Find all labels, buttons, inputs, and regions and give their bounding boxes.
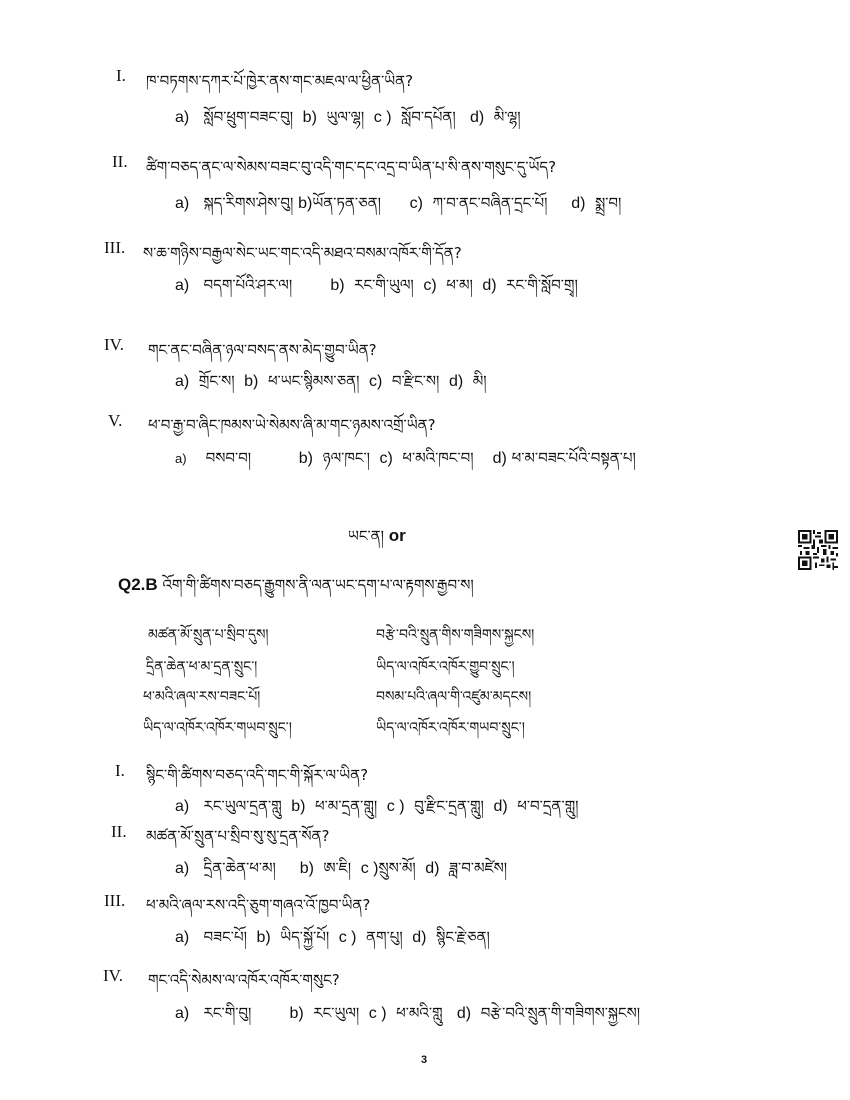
option-text: བསབ་བ། <box>205 449 252 467</box>
option-text: ཟླ་བ་མཛེས། <box>449 859 508 877</box>
option-text: སློབ་ཕྲུག་བཟང་བུ། <box>203 108 294 126</box>
option-text: མི་ལྷ། <box>493 108 521 126</box>
option-text: ཕ་མ། <box>446 276 473 294</box>
question-text: ཕ་མའི་ཞལ་རས་འདི་ཅུག་གཞའ་འོ་ཁྱབ་ཡིན? <box>146 896 371 914</box>
option-label: a) <box>175 451 187 466</box>
option-row <box>175 187 621 229</box>
or-separator <box>348 520 406 562</box>
option-row <box>175 997 640 1039</box>
question-number: I. <box>115 761 125 780</box>
option-label: d) <box>571 195 586 212</box>
question-number: I. <box>116 66 126 85</box>
option-row <box>175 442 636 484</box>
section-id: Q2.B <box>118 575 158 594</box>
question-number: II. <box>111 822 127 841</box>
option-label: c ) <box>368 1005 387 1022</box>
option-label: b) <box>289 1005 304 1022</box>
option-text: ཡོན་ཏན་ཅན། <box>312 194 381 212</box>
option-text: རང་གི་བུ། <box>203 1004 252 1022</box>
option-text: ཡུལ་ལྷ། <box>326 108 365 126</box>
option-text: སྨྲ་བ། <box>595 194 622 212</box>
question-text: མཚན་མོ་སྲུན་པ་སྲིབ་སུ་སུ་དྲན་སོན? <box>146 827 330 845</box>
question-number: III. <box>104 891 126 910</box>
section-heading <box>118 569 474 611</box>
option-label: b) <box>256 929 271 946</box>
option-label: b) <box>291 798 306 815</box>
option-row <box>175 921 490 963</box>
option-label: a) <box>175 1005 190 1022</box>
option-text: ཨ་ཇི། <box>323 859 352 877</box>
option-text: སྙིང་རྗེ་ཅན། <box>436 928 490 946</box>
option-row <box>175 852 507 894</box>
or-tibetan: ཡང་ན། <box>348 527 385 545</box>
option-text: ཕ་མའི་ཁང་བ། <box>402 449 474 467</box>
question-text: གང་འདི་སེམས་ལ་འཁོར་འཁོར་གསུང? <box>148 971 340 989</box>
poem-line: དྲིན་ཆེན་ཕ་མ་དྲན་སྲུང་། <box>146 659 258 675</box>
option-text: བུ་རྫིང་དྲན་གླུ། <box>414 797 484 815</box>
option-label: d) <box>448 373 464 390</box>
option-row <box>175 269 578 311</box>
option-text: ནག་པུ། <box>366 928 403 946</box>
option-label: c) <box>379 450 393 467</box>
question-number: II. <box>112 152 128 171</box>
option-label: a) <box>175 860 190 877</box>
option-label: b) <box>298 450 314 467</box>
page-number: 3 <box>421 1054 428 1066</box>
option-row <box>175 101 521 143</box>
option-label: b) <box>330 277 345 294</box>
option-label: c ) <box>373 109 392 126</box>
question-text: གང་ནང་བཞིན་ཉལ་བསད་ནས་མེད་གྱུབ་ཡིན? <box>148 341 377 359</box>
option-label: a) <box>175 277 190 294</box>
option-text: བདག་པོའི་ཤར་ལ། <box>203 276 293 294</box>
option-text: མི། <box>472 372 487 390</box>
option-text: ཕ་མ་དྲན་གླུ། <box>315 797 378 815</box>
poem-line: བསམ་པའི་ཞལ་གི་འཛུམ་མདངས། <box>376 689 532 705</box>
question-text: ས་ཆ་གཉིས་བརྒྱལ་སེང་ཡང་གང་འདི་མཐའ་བསམ་འཁོར་གི་དོན? <box>143 244 462 262</box>
poem-line: ཡིད་ལ་འཁོར་འཁོར་གཡབ་སྲུང་། <box>143 720 292 736</box>
question-text: སྙིང་གི་ཚིགས་བཅད་འདི་གང་གི་སྐོར་ལ་ཡིན? <box>146 766 369 784</box>
option-text: རང་གི་ཡུལ། <box>354 276 414 294</box>
question-number: IV. <box>104 335 124 354</box>
option-label: d) <box>482 277 497 294</box>
option-label: c ) <box>386 798 405 815</box>
qr-code <box>797 530 839 570</box>
option-text: ཕ་མ་བཟང་པོའི་བསྟན་པ། <box>511 449 636 467</box>
option-label: c ) <box>338 929 357 946</box>
option-label: c ) <box>360 860 379 877</box>
option-text: ཉལ་ཁང་། <box>322 449 370 467</box>
option-label: c) <box>369 373 383 390</box>
option-text: གྲོང་ས། <box>198 372 235 390</box>
option-text: ཕ་མའི་གླུ <box>396 1004 443 1022</box>
poem-line: མཚན་མོ་སྲུན་པ་སྲིབ་དུས། <box>148 627 269 643</box>
option-label: b) <box>299 860 314 877</box>
option-label: b) <box>298 195 313 212</box>
option-text: ཕ་ཡང་སྙིམས་ཅན། <box>267 372 360 390</box>
option-label: a) <box>175 109 190 126</box>
option-label: d) <box>492 450 507 467</box>
question-number: IV. <box>103 966 123 985</box>
option-text: དྲིན་ཆེན་ཕ་མ། <box>203 859 276 877</box>
poem-line: ཡིད་ལ་འཁོར་འཁོར་གྱུབ་སྲུང་། <box>376 659 515 675</box>
option-text: སྲུས་མོ། <box>378 859 416 877</box>
option-text: སློབ་དཔོན། <box>401 108 456 126</box>
option-row <box>175 365 487 407</box>
option-text: རང་ཡུལ། <box>313 1004 360 1022</box>
option-label: d) <box>412 929 427 946</box>
option-label: a) <box>175 798 190 815</box>
or-english: or <box>388 526 406 545</box>
poem-line: ཕ་མའི་ཞལ་རས་བཟང་པོ། <box>143 689 261 705</box>
option-label: d) <box>456 1005 472 1022</box>
option-text: སྐད་རིགས་ཤེས་བུ། <box>203 194 294 212</box>
option-text: བ་རྫིང་ས། <box>391 372 440 390</box>
question-text: ཚིག་བཅད་ནང་ལ་སེམས་བཟང་བུ་འདི་གང་དང་འདྲ་བ་ཡིན་པ་སི་ནས་གསུང་དུ་ཡོད? <box>146 158 557 176</box>
question-number: V. <box>108 411 123 430</box>
option-text: རང་གི་སློབ་གྲྭ། <box>506 276 578 294</box>
option-label: d) <box>469 109 485 126</box>
option-label: b) <box>244 373 259 390</box>
option-text: བརྩེ་བའི་སྲུན་གི་གཟིགས་སྐྱངས། <box>480 1004 641 1022</box>
option-text: ཕ་བ་དྲན་གླུ། <box>517 797 579 815</box>
option-label: d) <box>425 860 440 877</box>
option-label: a) <box>175 373 190 390</box>
option-text: ཀ་བ་ནང་བཞིན་དྲང་པོ། <box>432 194 548 212</box>
option-text: རང་ཡུལ་དྲན་གླུ <box>203 797 282 815</box>
option-label: c) <box>409 195 423 212</box>
question-text: ཕ་བ་རྒྱ་བ་ཞིང་ཁམས་ཡེ་སེམས་ཞི་མ་གང་ཉམས་འགྲོ་ཡིན? <box>148 416 436 434</box>
question-text: ཁ་བཏགས་དཀར་པོ་ཁྱེར་ནས་གང་མཇལ་ལ་ཕྱིན་ཡིན? <box>146 72 414 90</box>
option-label: c) <box>423 277 437 294</box>
option-label: a) <box>175 929 190 946</box>
option-text: ཡིད་སྐྱོ་པོ། <box>280 928 330 946</box>
option-label: d) <box>493 798 508 815</box>
poem-line: ཡིད་ལ་འཁོར་འཁོར་གཡབ་སྲུང་། <box>376 720 525 736</box>
section-title: འོག་གི་ཚིགས་བཅད་རྒྱུགས་ནི་ལན་ཡང་དག་པ་ལ་རྟགས་རྒྱབ་ས། <box>162 576 474 594</box>
poem-line: བརྩེ་བའི་སྲུན་གིས་གཟིགས་སྐྱངས། <box>376 627 535 643</box>
question-number: III. <box>104 238 126 257</box>
option-label: a) <box>175 195 190 212</box>
option-text: བཟང་པོ། <box>203 928 247 946</box>
option-label: b) <box>302 109 317 126</box>
